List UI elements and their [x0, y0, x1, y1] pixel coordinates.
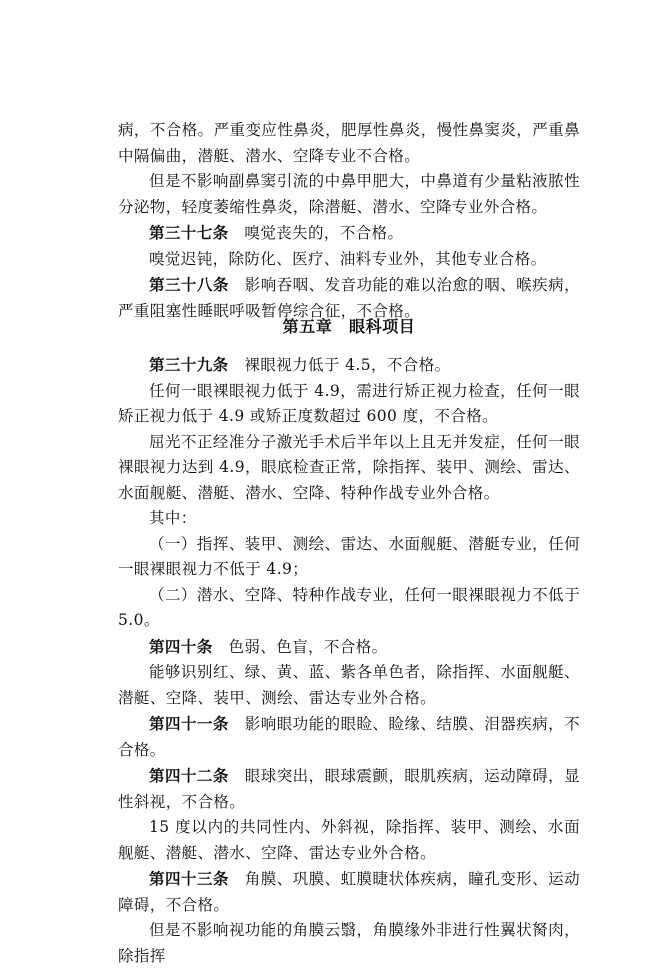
paragraph-text: 嗅觉迟钝，除防化、医疗、油料专业外，其他专业合格。	[149, 249, 547, 268]
article-label: 第四十二条	[149, 766, 229, 785]
paragraph	[118, 379, 580, 430]
paragraph	[118, 220, 580, 247]
paragraph	[118, 711, 580, 763]
paragraph-text: 角膜、巩膜、虹膜睫状体疾病，瞳孔变形、运动障碍，不合格。	[118, 870, 580, 914]
chapter-heading	[118, 314, 580, 340]
paragraph-text: 影响吞咽、发音功能的难以治愈的咽、喉疾病，严重阻塞性睡眠呼吸暂停综合征，不合格。	[118, 276, 580, 320]
paragraph-text: 但是不影响副鼻窦引流的中鼻甲肥大，中鼻道有少量粘液脓性分泌物，轻度萎缩性鼻炎，除潜艇、潜水、空降专业外合格。	[118, 172, 580, 216]
paragraph	[118, 169, 580, 220]
text-section-ophthalmology	[118, 352, 580, 969]
paragraph	[118, 918, 580, 969]
paragraph-text: 任何一眼裸眼视力低于 4.9，需进行矫正视力检查，任何一眼矫正视力低于 4.9 或矫正度数超过 600 度，不合格。	[118, 381, 580, 425]
paragraph-text: 眼球突出，眼球震颤，眼肌疾病，运动障碍，显性斜视，不合格。	[118, 767, 580, 811]
paragraph	[118, 763, 580, 815]
paragraph	[118, 532, 580, 583]
paragraph-text: 能够识别红、绿、黄、蓝、紫各单色者，除指挥、水面舰艇、潜艇、空降、装甲、测绘、雷达专业外合格。	[118, 663, 580, 707]
paragraph	[118, 815, 580, 866]
paragraph-text: 屈光不正经准分子激光手术后半年以上且无并发症，任何一眼裸眼视力达到 4.9，眼底检查正常，除指挥、装甲、测绘、雷达、水面舰艇、潜艇、潜水、空降、特种作战专业外合格。	[118, 432, 580, 502]
paragraph	[118, 247, 580, 273]
paragraph	[118, 118, 580, 169]
paragraph-text: 裸眼视力低于 4.5，不合格。	[228, 356, 451, 374]
paragraph	[118, 352, 580, 379]
article-label: 第三十七条	[149, 223, 229, 242]
paragraph-text: 嗅觉丧失的，不合格。	[228, 224, 404, 242]
paragraph-text: （一）指挥、装甲、测绘、雷达、水面舰艇、潜艇专业，任何一眼裸眼视力不低于 4.9；	[118, 534, 580, 578]
paragraph	[118, 660, 580, 711]
paragraph-text: 其中：	[149, 509, 197, 527]
paragraph-text: 色弱、色盲，不合格。	[212, 637, 388, 656]
paragraph-text: 15 度以内的共同性内、外斜视，除指挥、装甲、测绘、水面舰艇、潜艇、潜水、空降、雷达专业外合格。	[118, 818, 580, 862]
article-label: 第四十一条	[149, 714, 229, 733]
text-section-ent	[118, 118, 580, 324]
paragraph	[118, 583, 580, 634]
article-label: 第四十条	[149, 636, 213, 656]
paragraph-text: 病，不合格。严重变应性鼻炎，肥厚性鼻炎，慢性鼻窦炎，严重鼻中隔偏曲，潜艇、潜水、空降专业不合格。	[118, 121, 580, 165]
paragraph-text: （二）潜水、空降、特种作战专业，任何一眼裸眼视力不低于 5.0。	[118, 585, 580, 629]
paragraph	[118, 506, 580, 532]
paragraph	[118, 866, 580, 918]
paragraph	[118, 634, 580, 661]
article-label: 第四十三条	[149, 869, 229, 888]
chapter-title: 第五章 眼科项目	[282, 317, 416, 336]
paragraph-text: 但是不影响视功能的角膜云翳，角膜缘外非进行性翼状胬肉，除指挥	[118, 921, 580, 965]
article-label: 第三十九条	[149, 355, 229, 374]
paragraph-text: 影响眼功能的眼睑、睑缘、结膜、泪器疾病，不合格。	[118, 715, 580, 759]
article-label: 第三十八条	[149, 275, 229, 294]
paragraph	[118, 430, 580, 507]
